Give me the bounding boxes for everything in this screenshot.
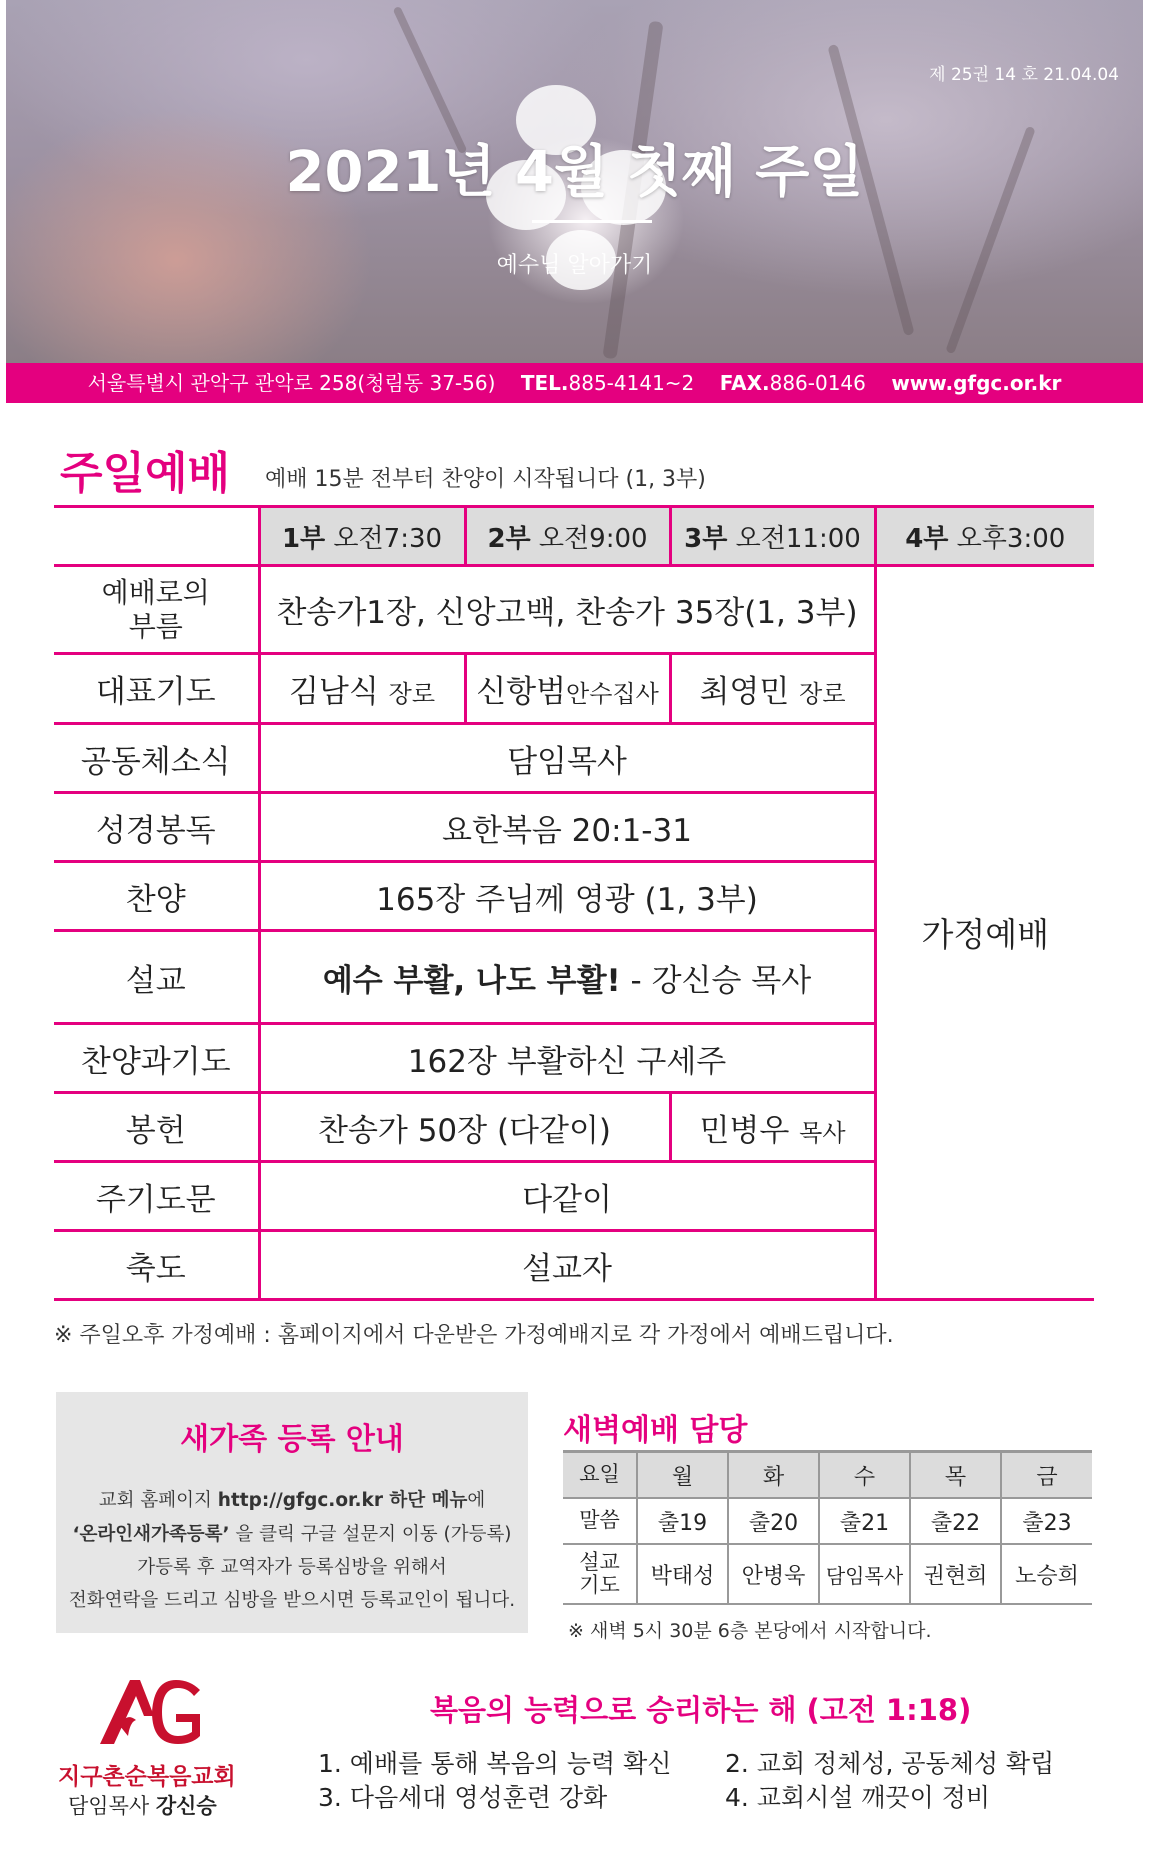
address-bar (6, 363, 1143, 403)
homepage-link[interactable]: http://gfgc.or.kr 하단 메뉴 (217, 1490, 468, 1511)
service-header-1: 1부 오전7:30 (259, 507, 465, 566)
row-label: 찬양 (54, 862, 259, 931)
home-worship-footnote: ※ 주일오후 가정예배 : 홈페이지에서 다운받은 가정예배지로 각 가정에서 예배드립니다. (54, 1323, 894, 1348)
sermon-title: 예수 부활, 나도 부활! (322, 962, 621, 999)
row-label: 대표기도 (54, 654, 259, 724)
service-header-2: 2부 오전9:00 (465, 507, 670, 566)
new-family-line-1: 교회 홈페이지 http://gfgc.or.kr 하단 메뉴에 (98, 1490, 486, 1511)
row-label: 봉헌 (54, 1093, 259, 1162)
title-divider (532, 220, 652, 223)
service-header-4: 4부 오후3:00 (875, 507, 1094, 566)
benediction-value: 설교자 (259, 1231, 875, 1300)
sunday-service-title: 주일예배 (60, 448, 231, 499)
news-value: 담임목사 (259, 724, 875, 793)
goal-1: 1. 예배를 통해 복음의 능력 확신 (318, 1749, 672, 1778)
row-label: 찬양과기도 (54, 1024, 259, 1093)
prayer-leader-2: 신항범안수집사 (465, 654, 670, 724)
website-link[interactable]: www.gfgc.or.kr (891, 371, 1062, 395)
church-name: 지구촌순복음교회 (58, 1764, 236, 1790)
goal-3: 3. 다음세대 영성훈련 강화 (318, 1783, 608, 1812)
sermon-preacher: - 강신승 목사 (620, 962, 812, 999)
dawn-prayer-row: 설교 기도 박태성 안병욱 담임목사 권현희 노승희 (563, 1544, 1092, 1604)
sermon-value (259, 931, 875, 1024)
row-label: 축도 (54, 1231, 259, 1300)
row-label: 예배로의 부름 (54, 566, 259, 654)
offering-value: 찬송가 50장 (다같이) (259, 1093, 670, 1162)
new-family-line-4: 전화연락을 드리고 심방을 받으시면 등록교인이 됩니다. (68, 1590, 516, 1611)
page-title: 2021년 4월 첫째 주일 (285, 140, 864, 205)
new-family-line-2: ‘온라인새가족등록’ 을 클릭 구글 설문지 이동 (가등록) (72, 1524, 512, 1545)
service-header-row (54, 507, 1094, 566)
home-worship: 가정예배 (875, 566, 1094, 1300)
dawn-service-note: ※ 새벽 5시 30분 6층 본당에서 시작합니다. (568, 1620, 932, 1642)
praise-value: 165장 주님께 영광 (1, 3부) (259, 862, 875, 931)
row-label: 성경봉독 (54, 793, 259, 862)
offering-leader: 민병우 목사 (670, 1093, 875, 1162)
dawn-service-table (563, 1450, 1092, 1605)
prayer-leader-3: 최영민 장로 (670, 654, 875, 724)
year-motto: 복음의 능력으로 승리하는 해 (고전 1:18) (430, 1693, 972, 1727)
sunday-service-note: 예배 15분 전부터 찬양이 시작됩니다 (1, 3부) (265, 467, 706, 492)
page-subtitle: 예수님 알아가기 (496, 253, 653, 278)
scripture-value: 요한복음 20:1-31 (259, 793, 875, 862)
prayer-leader-1: 김남식 장로 (259, 654, 465, 724)
fax-number: 886-0146 (769, 371, 866, 395)
tel-label: TEL. (520, 371, 569, 395)
new-family-line-3: 가등록 후 교역자가 등록심방을 위해서 (137, 1557, 447, 1578)
church-logo-icon (96, 1676, 206, 1746)
dawn-day-row: 요일 월 화 수 목 금 (563, 1452, 1092, 1499)
goal-4: 4. 교회시설 깨끗이 정비 (725, 1783, 991, 1812)
church-address: 서울특별시 관악구 관악로 258(청림동 37-56) (87, 371, 496, 395)
dawn-service-title: 새벽예배 담당 (563, 1413, 748, 1448)
goal-2: 2. 교회 정체성, 공동체성 확립 (725, 1749, 1055, 1778)
fax-label: FAX. (719, 371, 770, 395)
call-to-worship-value: 찬송가1장, 신앙고백, 찬송가 35장(1, 3부) (259, 566, 875, 654)
issue-number: 제 25권 14 호 21.04.04 (929, 65, 1119, 85)
service-header-3: 3부 오전11:00 (670, 507, 875, 566)
row-label: 주기도문 (54, 1162, 259, 1231)
row-label: 설교 (54, 931, 259, 1024)
tel-number: 885-4141~2 (568, 371, 695, 395)
hymn-prayer-value: 162장 부활하신 구세주 (259, 1024, 875, 1093)
lords-prayer-value: 다같이 (259, 1162, 875, 1231)
sunday-service-table (54, 505, 1094, 1301)
new-family-box (56, 1392, 528, 1633)
dawn-word-row: 말씀 출19 출20 출21 출22 출23 (563, 1498, 1092, 1544)
row-call-to-worship (54, 566, 1094, 654)
row-label: 공동체소식 (54, 724, 259, 793)
senior-pastor: 담임목사 강신승 (68, 1794, 217, 1818)
hero-banner (6, 0, 1143, 363)
new-family-title: 새가족 등록 안내 (180, 1422, 404, 1457)
